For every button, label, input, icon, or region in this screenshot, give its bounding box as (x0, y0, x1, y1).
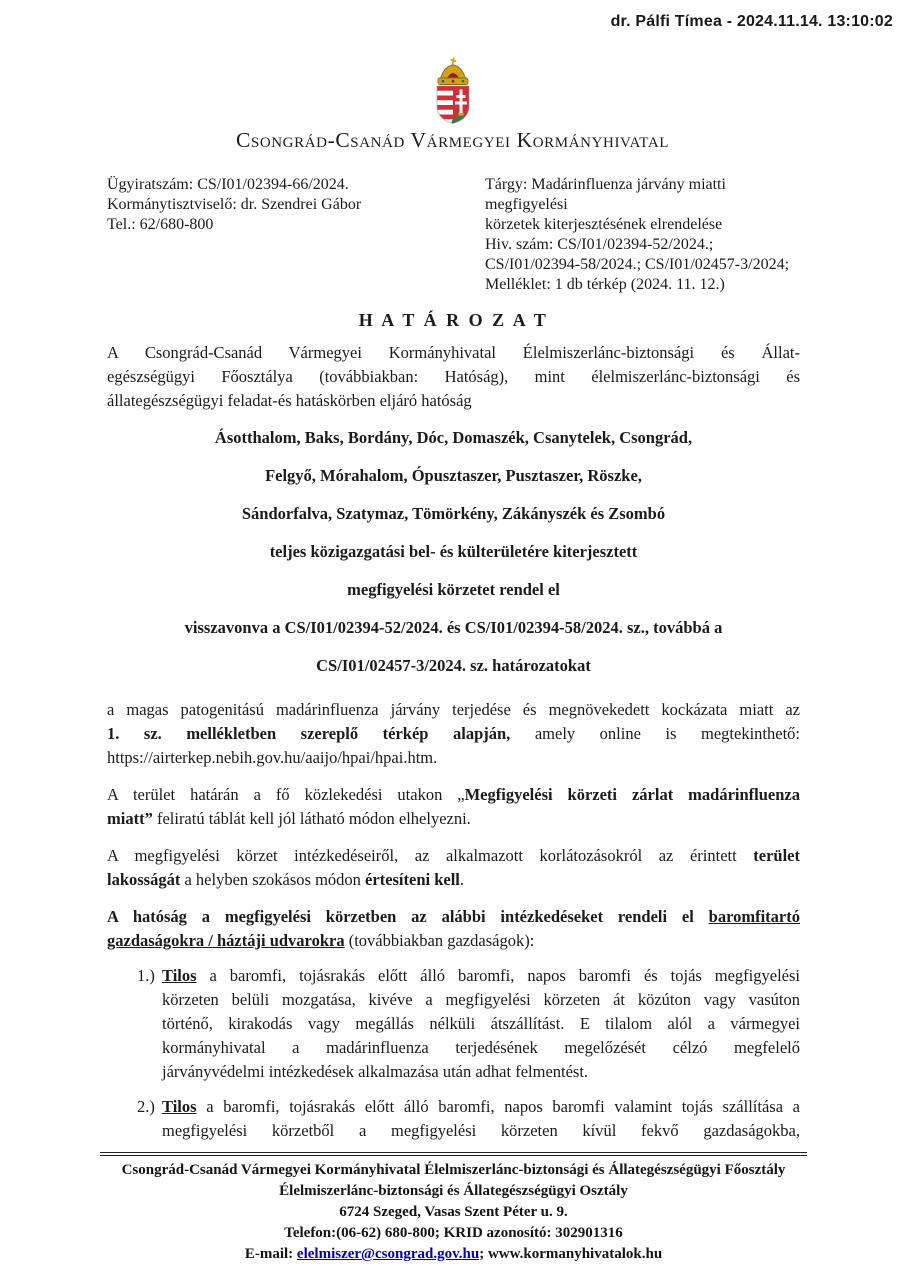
text-segment: terület (753, 846, 800, 865)
text-line (107, 746, 800, 770)
text-segment: a magas patogenitású madárinfluenza járvány terjedése és megnövekedett kockázata miatt az (107, 700, 800, 719)
case-metadata-right (485, 175, 800, 295)
text-line (107, 783, 800, 807)
text-segment: miatt” (107, 809, 153, 828)
measure-item-2 (107, 1095, 800, 1143)
reference-number-line-1: Hiv. szám: CS/I01/02394-52/2024.; (485, 236, 714, 253)
text-line (107, 341, 800, 365)
text-segment: A Csongrád-Csanád Vármegyei Kormányhivatal Élelmiszerlánc-biztonsági és Állat- (107, 343, 800, 362)
text-line (107, 571, 800, 609)
text-segment: Tilos (162, 966, 197, 985)
text-segment: Tilos (162, 1097, 197, 1116)
text-line (107, 495, 800, 533)
text-segment: teljes közigazgatási bel- és külterületére kiterjesztett (269, 542, 638, 561)
hungary-coat-of-arms-icon (430, 57, 476, 125)
text-line (107, 807, 800, 831)
text-segment: CS/I01/02457-3/2024. sz. határozatokat (316, 656, 591, 675)
subject-line-2: körzetek kiterjesztésének elrendelése (485, 216, 723, 233)
reason-paragraph (107, 698, 800, 770)
footer-phone-line: Telefon:(06-62) 680-800; KRID azonosító: 302901316 (284, 1225, 623, 1241)
text-segment: baromfitartó (708, 907, 800, 926)
list-marker: 1.) (137, 966, 155, 985)
text-line (107, 609, 800, 647)
case-metadata (107, 175, 800, 295)
text-segment: járványvédelmi intézkedések alkalmazása után adhat felmentést. (162, 1062, 589, 1081)
text-line (107, 844, 800, 868)
reference-number-line-2: CS/I01/02394-58/2024.; CS/I01/02457-3/2024; (485, 256, 790, 273)
attachment-line: Melléklet: 1 db térkép (2024. 11. 12.) (485, 276, 725, 293)
official-line: Kormánytisztviselő: dr. Szendrei Gábor (107, 196, 362, 213)
text-line (107, 905, 800, 929)
measures-heading-paragraph (107, 905, 800, 953)
text-segment: megfigyelési körzetből a megfigyelési körzeten kívül fekvő gazdaságokba, (162, 1121, 800, 1140)
text-segment: körzeten belüli mozgatása, kivéve a megfigyelési körzeten át közúton vagy vasúton (162, 990, 800, 1009)
text-line (162, 1012, 800, 1036)
footer-department-line: Élelmiszerlánc-biztonsági és Állategészségügyi Osztály (279, 1183, 628, 1199)
text-segment: a baromfi, tojásrakás előtt álló baromfi, napos baromfi és tojás megfigyelési (196, 966, 800, 985)
text-segment: Megfigyelési körzeti zárlat madárinfluenza (464, 785, 800, 804)
text-segment: A megfigyelési körzet intézkedéseiről, az alkalmazott korlátozásokról az érintett (107, 846, 754, 865)
text-segment: Ásotthalom, Baks, Bordány, Dóc, Domaszék, Csanytelek, Csongrád, (214, 428, 693, 447)
text-segment: (továbbiakban gazdaságok): (344, 931, 535, 950)
text-line (162, 964, 800, 988)
intro-paragraph (107, 341, 800, 413)
signage-paragraph (107, 783, 800, 831)
phone-line: Tel.: 62/680-800 (107, 216, 214, 233)
text-line (107, 868, 800, 892)
footer-divider (100, 1152, 807, 1156)
case-number-line: Ügyiratszám: CS/I01/02394-66/2024. (107, 176, 349, 193)
measure-item-1 (107, 964, 800, 1084)
email-label: E-mail: (244, 1246, 297, 1262)
document-content (107, 175, 800, 1143)
footer-contact-line (100, 1244, 807, 1265)
text-segment: . (459, 870, 465, 889)
text-line (162, 1036, 800, 1060)
text-line (107, 457, 800, 495)
text-line (162, 1119, 800, 1143)
text-segment: 1. sz. mellékletben szereplő térkép alapján, (107, 724, 511, 743)
text-line (107, 698, 800, 722)
text-segment: gazdaságokra / háztáji udvarokra (107, 931, 345, 950)
notification-paragraph (107, 844, 800, 892)
text-segment: Felgyő, Mórahalom, Ópusztaszer, Pusztaszer, Röszke, (265, 466, 642, 485)
footer-address-line: 6724 Szeged, Vasas Szent Péter u. 9. (339, 1204, 568, 1220)
text-line (107, 365, 800, 389)
text-segment: egészségügyi Főosztálya (továbbiakban: Hatóság), mint élelmiszerlánc-biztonsági és (107, 367, 800, 386)
text-segment: https://airterkep.nebih.gov.hu/aaijo/hpai/hpai.htm. (107, 748, 438, 767)
text-segment: a baromfi, tojásrakás előtt álló baromfi, napos baromfi valamint tojás szállítása a (196, 1097, 800, 1116)
text-segment: A terület határán a fő közlekedési utakon „ (107, 785, 465, 804)
text-segment: kormányhivatal a madárinfluenza terjedésének megelőzését célzó megfelelő (162, 1038, 800, 1057)
text-segment: történő, kirakodás vagy megállás nélküli átszállítást. E tilalom alól a vármegyei (162, 1014, 800, 1033)
text-segment: lakosságát (107, 870, 181, 889)
text-line (107, 419, 800, 457)
text-line (107, 929, 800, 953)
text-line (107, 647, 800, 685)
decision-heading: H A T Á R O Z A T (358, 310, 549, 330)
email-link[interactable]: elelmiszer@csongrad.gov.hu (296, 1246, 480, 1262)
text-segment: feliratú táblát kell jól látható módon elhelyezni. (152, 809, 471, 828)
text-line (107, 389, 800, 413)
text-segment: a helyben szokásos módon (180, 870, 366, 889)
page-footer (100, 1152, 807, 1265)
text-segment: A hatóság a megfigyelési körzetben az alábbi intézkedéseket rendeli el (107, 907, 709, 926)
case-metadata-left (107, 175, 485, 295)
subject-line-1: Tárgy: Madárinfluenza járvány miatti megfigyelési (485, 176, 726, 213)
text-segment: állategészségügyi feladat-és hatáskörben eljáró hatóság (107, 391, 472, 410)
footer-org-line: Csongrád-Csanád Vármegyei Kormányhivatal Élelmiszerlánc-biztonsági és Állategészségügyi Főosztály (121, 1162, 786, 1178)
text-line (107, 722, 800, 746)
text-line (162, 1060, 800, 1084)
text-segment: visszavonva a CS/I01/02394-52/2024. és CS/I01/02394-58/2024. sz., továbbá a (184, 618, 723, 637)
text-line (162, 988, 800, 1012)
text-line (107, 533, 800, 571)
signature-stamp: dr. Pálfi Tímea - 2024.11.14. 13:10:02 (610, 13, 893, 30)
organization-title: Csongrád-Csanád Vármegyei Kormányhivatal (235, 128, 670, 152)
text-line (162, 1095, 800, 1119)
text-segment: amely online is megtekinthető: (510, 724, 800, 743)
affected-municipalities-block (107, 419, 800, 685)
text-segment: Sándorfalva, Szatymaz, Tömörkény, Zákányszék és Zsombó (241, 504, 666, 523)
list-marker: 2.) (137, 1097, 155, 1116)
text-segment: értesíteni kell (365, 870, 460, 889)
document-body (107, 341, 800, 1143)
text-segment: megfigyelési körzetet rendel el (347, 580, 560, 599)
website-text: ; www.kormanyhivatalok.hu (479, 1246, 663, 1262)
